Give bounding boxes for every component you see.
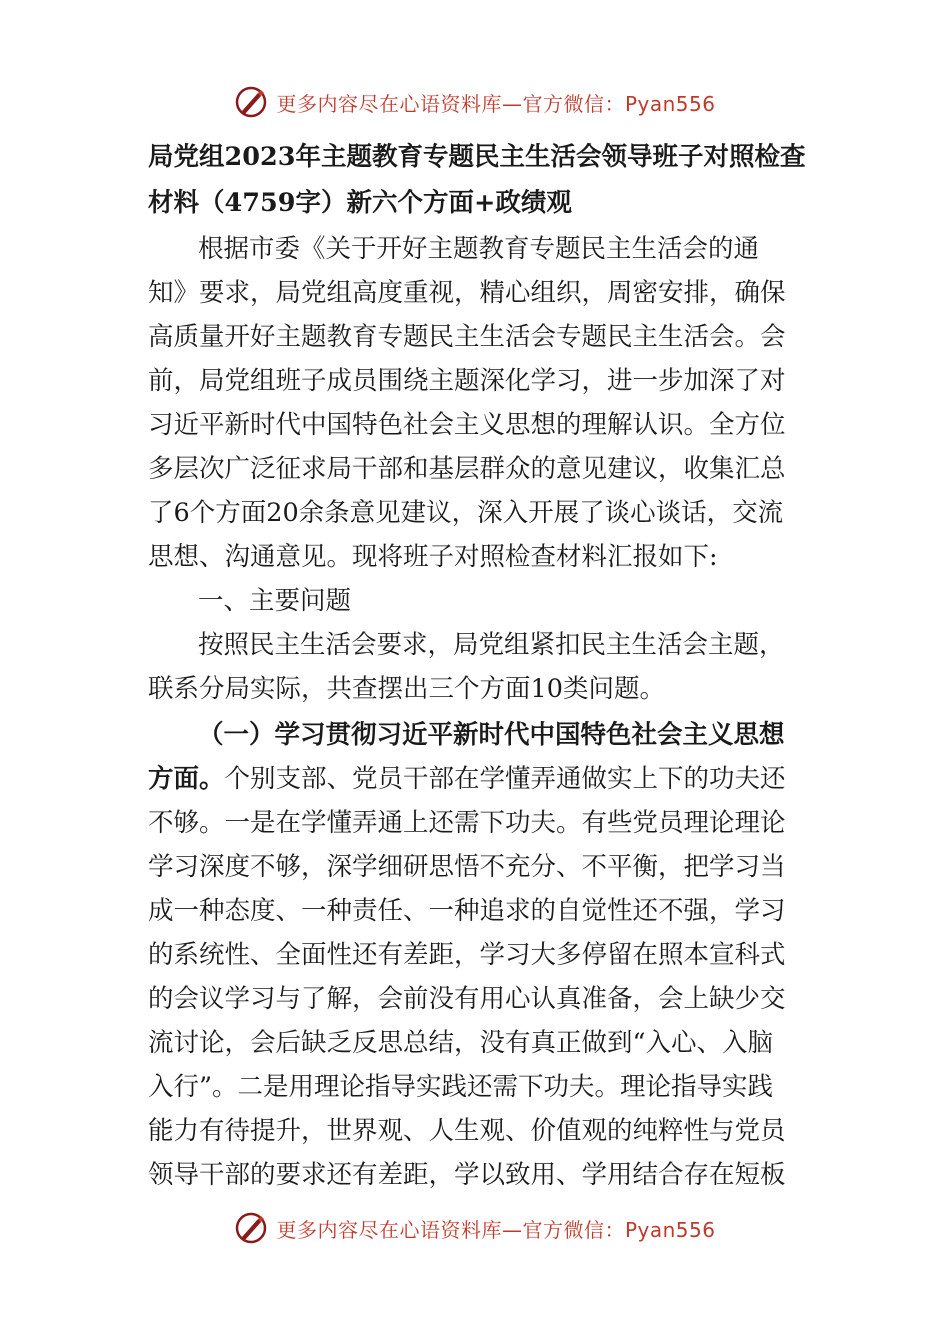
intro-line: 了6个方面20余条意见建议，深入开展了谈心谈话，交流 (148, 498, 784, 528)
subsection-paragraph-line: 不够。一是在学懂弄通上还需下功夫。有些党员理论理论 (148, 808, 786, 838)
subsection-heading: （一）学习贯彻习近平新时代中国特色社会主义思想 (198, 720, 785, 750)
pen-circle-logo-icon (234, 85, 268, 119)
subsection-first-line-text: 个别支部、党员干部在学懂弄通做实上下的功夫还 (224, 764, 786, 794)
subsection-paragraph-line: 能力有待提升，世界观、人生观、价值观的纯粹性与党员 (148, 1116, 786, 1146)
subsection-paragraph-line: 入行”。二是用理论指导实践还需下功夫。理论指导实践 (148, 1072, 774, 1102)
intro-line: 多层次广泛征求局干部和基层群众的意见建议，收集汇总 (148, 454, 786, 484)
header-banner (0, 82, 950, 122)
subsection-paragraph-line: 成一种态度、一种责任、一种追求的自觉性还不强，学习 (148, 896, 786, 926)
section-paragraph-line: 按照民主生活会要求，局党组紧扣民主生活会主题， (198, 630, 785, 660)
subsection-paragraph-line: 领导干部的要求还有差距，学以致用、学用结合存在短板 (148, 1160, 786, 1190)
subsection-paragraph-line: 的会议学习与了解，会前没有用心认真准备，会上缺少交 (148, 984, 786, 1014)
section-heading: 一、主要问题 (198, 586, 352, 616)
intro-line: 前，局党组班子成员围绕主题深化学习，进一步加深了对 (148, 366, 786, 396)
footer-banner-text: 更多内容尽在心语资料库—官方微信：Pyan556 (276, 1217, 716, 1242)
subsection-paragraph-line: 流讨论，会后缺乏反思总结，没有真正做到“入心、入脑 (148, 1028, 774, 1058)
subsection-heading-tail: 方面。 (148, 764, 225, 794)
subsection-paragraph-line: 的系统性、全面性还有差距，学习大多停留在照本宣科式 (148, 940, 786, 970)
intro-line: 习近平新时代中国特色社会主义思想的理解认识。全方位 (148, 410, 786, 440)
intro-line: 知》要求，局党组高度重视，精心组织，周密安排，确保 (148, 278, 786, 308)
subsection-first-line (148, 762, 786, 802)
pen-circle-logo-icon (234, 1211, 268, 1245)
header-banner-text: 更多内容尽在心语资料库—官方微信：Pyan556 (276, 91, 716, 116)
intro-line: 高质量开好主题教育专题民主生活会专题民主生活会。会 (148, 322, 786, 352)
document-title-line-1: 局党组2023年主题教育专题民主生活会领导班子对照检查 (148, 142, 806, 172)
intro-line: 思想、沟通意见。现将班子对照检查材料汇报如下: (148, 542, 718, 572)
footer-banner (0, 1208, 950, 1248)
document-title-line-2: 材料（4759字）新六个方面+政绩观 (148, 188, 572, 218)
subsection-paragraph-line: 学习深度不够，深学细研思悟不充分、不平衡，把学习当 (148, 852, 786, 882)
intro-line: 根据市委《关于开好主题教育专题民主生活会的通 (198, 234, 760, 264)
section-paragraph-line: 联系分局实际，共查摆出三个方面10类问题。 (148, 674, 665, 704)
